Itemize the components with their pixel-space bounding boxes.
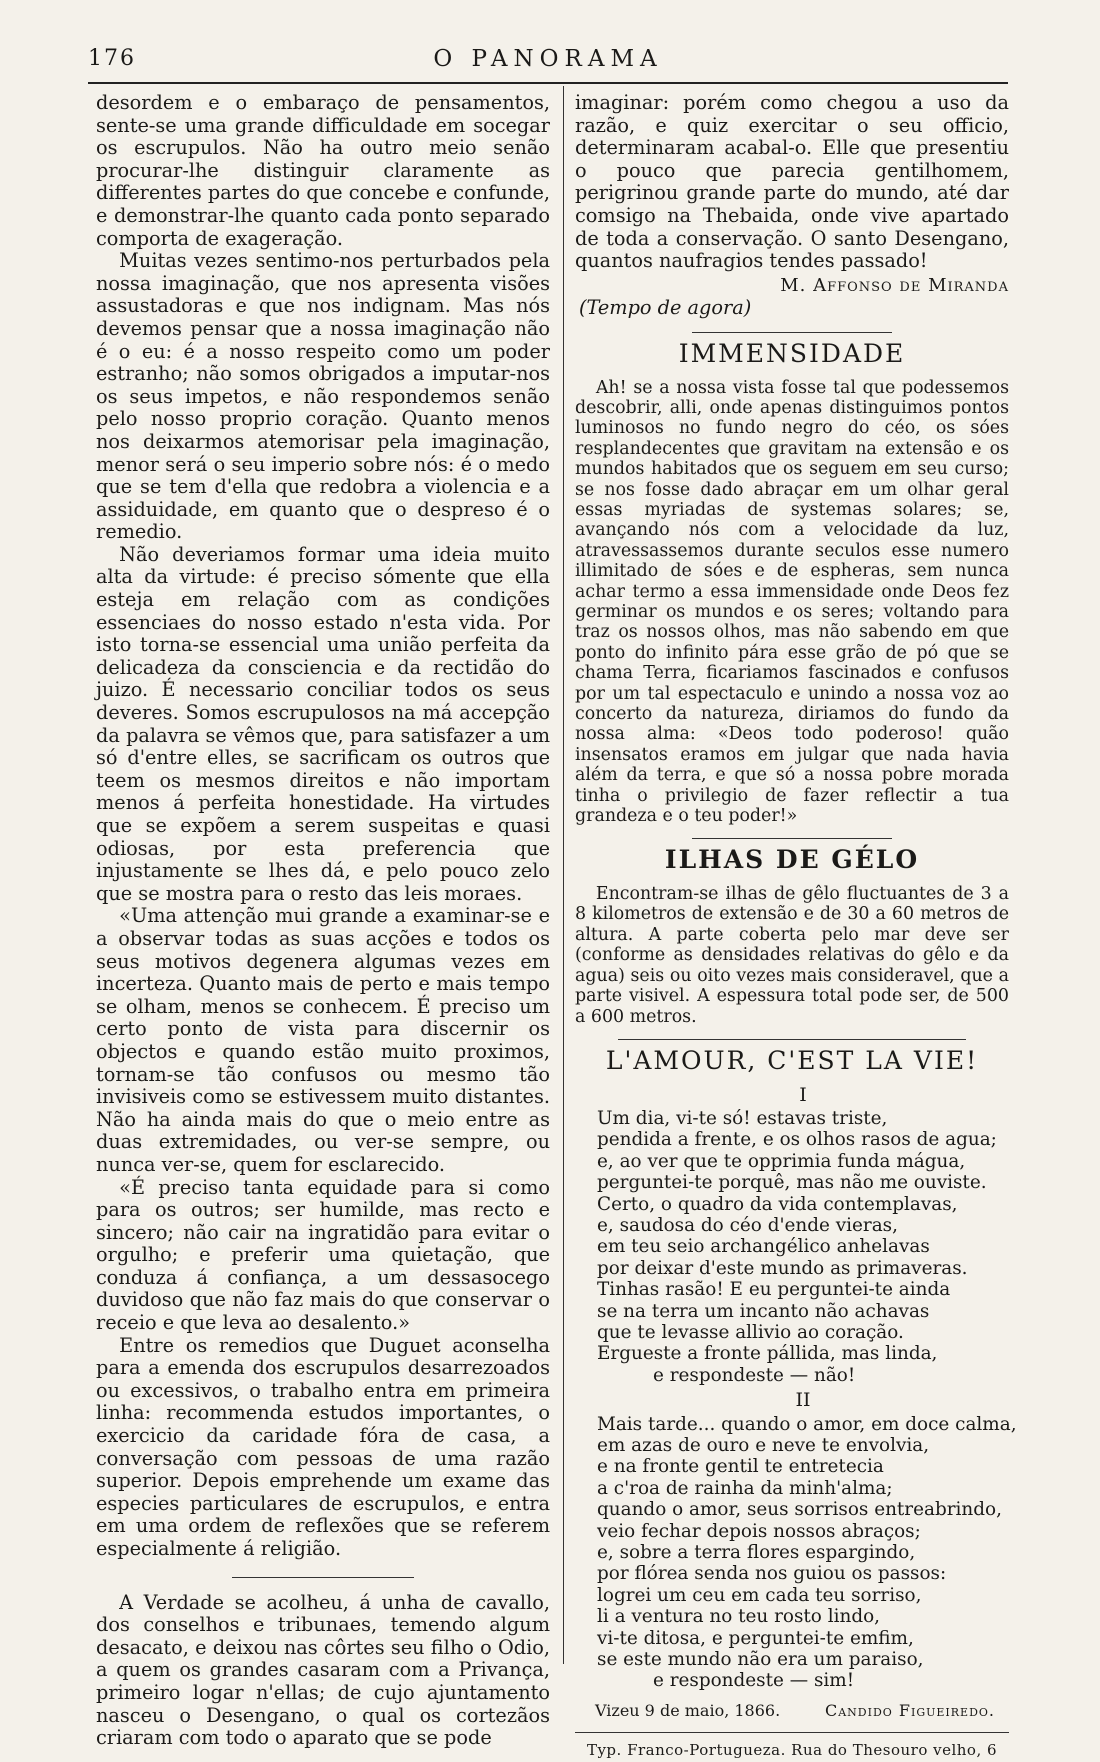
paragraph-4: «Uma attenção mui grande a examinar-se e a observar todas as suas acções e todos os seus motivos degenera algumas vezes em incerteza. Quanto mais de perto e mais tempo se olham, menos se conhecem. É preciso um certo ponto de vista para discernir os objectos e quando estão muito proximos, tornam-se tão confusos ou mesmo tão invisiveis como se estivessem muito distantes. Não ha ainda mais do que o meio entre as duas extremidades, ou ver-se sempre, ou nunca ver-se, quem for esclarecido. <box>96 904 550 1176</box>
poem-line: e, saudosa do céo d'ende vieras, <box>597 1214 898 1236</box>
poem-line: a c'roa de rainha da minh'alma; <box>597 1477 893 1499</box>
poem-line: em azas de ouro e neve te envolvia, <box>597 1435 930 1456</box>
section-separator <box>232 1577 414 1578</box>
poem-line: e na fronte gentil te entretecia <box>597 1456 884 1478</box>
footer-rule <box>575 1732 1009 1733</box>
poem-line: Tinhas rasão! E eu perguntei-te ainda <box>597 1279 951 1301</box>
stanza-1 <box>597 1108 1009 1386</box>
fable-author-name: M. Affonso de Miranda <box>780 274 1009 296</box>
immensidade-title: IMMENSIDADE <box>678 338 906 368</box>
right-column <box>575 91 1017 1762</box>
paragraph-3: Não deveriamos formar uma ideia muito alta da virtude: é preciso sómente que ella esteja em relação com as condições essenciaes do nosso estado n'esta vida. Por isto torna-se essencial uma união perfeita da delicadeza da consciencia e da rectidão do juizo. É necessario conciliar todos os seus deveres. Somos escrupulosos na má accepção da palavra se vêmos que, para satisfazer a um só d'entre elles, se sacrificam os outros que teem os mesmos direitos e não importam menos á perfeita honestidade. Ha virtudes que se expõem a serem suspeitas e quasi odiosas, por esta preferencia que injustamente se lhes dá, e pelo pouco zelo que se mostra para o resto das leis moraes. <box>96 542 550 905</box>
stanza-2 <box>597 1413 1017 1692</box>
poem-line: Mais tarde... quando o amor, em doce calma, <box>597 1413 1017 1435</box>
poem-line: em teu seio archangélico anhelavas <box>597 1236 930 1258</box>
poem-line: se este mundo não era um paraiso, <box>597 1649 924 1671</box>
section-rule <box>692 838 892 839</box>
column-divider <box>563 86 564 1664</box>
stanza-number: I <box>799 1083 807 1106</box>
poem-line: e respondeste — sim! <box>653 1670 855 1692</box>
poem-title: L'AMOUR, C'EST LA VIE! <box>605 1045 979 1075</box>
paragraph-5: «É preciso tanta equidade para si como para os outros; ser humilde, mas recto e sincero; não cair na ingratidão para evitar o orgulho; e preferir uma quietação, que conduza á confiança, a um dessasocego duvidoso que não faz mais do que conservar o receio e que leva ao desalento.» <box>96 1175 550 1335</box>
section-rule <box>618 1039 965 1040</box>
journal-title: O PANORAMA <box>433 46 663 72</box>
poem-author: Candido Figueiredo. <box>824 1700 995 1720</box>
poem-line: por flórea senda nos guiou os passos: <box>597 1563 947 1585</box>
fable-paragraph: A Verdade se acolheu, á unha de cavallo, dos conselhos e tribunaes, temendo algum desacato, e deixou nas côrtes seu filho o Odio, a quem os grandes casaram com a Privança, primeiro logar n'ellas; de cujo ajuntamento nasceu o Desengano, o qual os cortezãos criaram com todo o aparato que se pode <box>96 1590 550 1750</box>
section-rule <box>692 332 892 333</box>
poem-line: quando o amor, seus sorrisos entreabrindo, <box>597 1499 1002 1521</box>
poem-line: Ergueste a fronte pállida, mas linda, <box>597 1343 938 1365</box>
printer-imprint: Typ. Franco-Portugueza. Rua do Thesouro velho, 6 <box>586 1741 998 1760</box>
ilhas-text: Encontram-se ilhas de gêlo fluctuantes de 3 a 8 kilometros de extensão e de 30 a 60 metros de altura. A parte coberta pelo mar deve ser (conforme as densidades relativas do gêlo e da agua) seis ou oito vezes mais consideravel, que a parte visivel. A espessura total pode ser, de 500 a 600 metros. <box>575 884 1009 1027</box>
poem-line: pendida a frente, e os olhos rasos de agua; <box>597 1129 997 1151</box>
left-column <box>96 92 550 1750</box>
immensidade-text: Ah! se a nossa vista fosse tal que podessemos descobrir, alli, onde apenas distinguimos pontos luminosos no fundo negro do céo, os sóes resplandecentes que gravitam na extensão e os mundos habitados que os seguem em seu curso; se nos fosse dado abraçar em um olhar geral essas myriadas de systemas solares; se, avançando nós com a velocidade da luz, atravessassemos durante seculos esse numero illimitado de sóes e de espheras, sem nunca achar termo a essa immensidade onde Deos fez germinar os mundos e os seres; voltando para traz os nossos olhos, mas não sabendo em que ponto do infinito pára esse grão de pó que se chama Terra, ficariamos fascinados e confusos por um tal espectaculo e unindo a nossa voz ao concerto da natureza, diriamos do fundo da nossa alma: «Deos todo poderoso! quão insensatos eramos em julgar que nada havia além da terra, e que só a nossa pobre morada tinha o privilegio de fazer reflectir a tua grandeza e o teu poder!» <box>575 377 1009 827</box>
poem-line: li a ventura no teu rosto lindo, <box>597 1606 881 1628</box>
poem <box>597 1083 1017 1692</box>
poem-line: e, ao ver que te opprimia funda mágua, <box>597 1150 966 1172</box>
ilhas-title: ILHAS DE GÉLO <box>664 845 920 875</box>
fable-source: (Tempo de agora) <box>579 296 752 320</box>
paragraph-2: Muitas vezes sentimo-nos perturbados pela nossa imaginação, que nos apresenta visões assustadoras e que nos indignam. Mas nós devemos pensar que a nossa imaginação não é o eu: é a nosso respeito como um poder estranho; não somos obrigados a imputar-nos os seus impetos, e não respondemos senão pelo nosso proprio coração. Quanto menos nos deixarmos atemorisar pela imaginação, menor será o seu imperio sobre nós: é o medo que se tem d'ella que redobra a violencia e a assiduidade, em quanto que o despreso é o remedio. <box>96 249 550 544</box>
header-rule <box>88 82 1008 84</box>
poem-line: por deixar d'este mundo as primaveras. <box>597 1257 968 1279</box>
poem-place-date: Vizeu 9 de maio, 1866. <box>595 1700 781 1720</box>
poem-line: e, sobre a terra flores espargindo, <box>597 1542 916 1564</box>
poem-line: se na terra um incanto não achavas <box>597 1300 930 1322</box>
paragraph-1: desordem e o embaraço de pensamentos, sente-se uma grande difficuldade em socegar os escrupulos. Não ha outro meio senão procurar-lhe distinguir claramente as differentes partes do que concebe e confunde, e demonstrar-lhe quanto cada ponto separado comporta de exageração. <box>96 91 550 250</box>
poem-line: vi-te ditosa, e perguntei-te emfim, <box>597 1627 914 1649</box>
poem-signature <box>595 1700 995 1723</box>
poem-line: Um dia, vi-te só! estavas triste, <box>597 1107 888 1129</box>
fable-author <box>575 275 1009 298</box>
poem-line: que te levasse allivio ao coração. <box>597 1321 904 1343</box>
poem-line: Certo, o quadro da vida contemplavas, <box>597 1193 958 1215</box>
page-number: 176 <box>88 46 136 71</box>
poem-line: veio fechar depois nossos abraços; <box>597 1520 921 1542</box>
poem-line: perguntei-te porquê, mas não me ouviste. <box>597 1172 987 1194</box>
stanza-number: II <box>795 1389 811 1412</box>
paragraph-6: Entre os remedios que Duguet aconselha para a emenda dos escrupulos desarrezoados ou excessivos, o trabalho entra em primeira linha: recommenda estudos importantes, o exercicio da caridade fóra de casa, a conversação com pessoas de uma razão superior. Depois emprehende um exame das especies particulares de escrupulos, e entra em uma ordem de reflexões que se referem especialmente á religião. <box>96 1333 550 1560</box>
poem-line: e respondeste — não! <box>653 1364 856 1386</box>
running-head <box>88 40 1008 80</box>
poem-line: logrei um ceu em cada teu sorriso, <box>597 1584 922 1606</box>
fable-continued: imaginar: porém como chegou a uso da razão, e quiz exercitar o seu officio, determinaram acabal-o. Elle que presentiu o pouco que parecia gentilhomem, perigrinou grande parte do mundo, até dar comsigo na Thebaida, onde vive apartado de toda a conservação. O santo Desengano, quantos naufragios tendes passado! <box>575 91 1009 273</box>
